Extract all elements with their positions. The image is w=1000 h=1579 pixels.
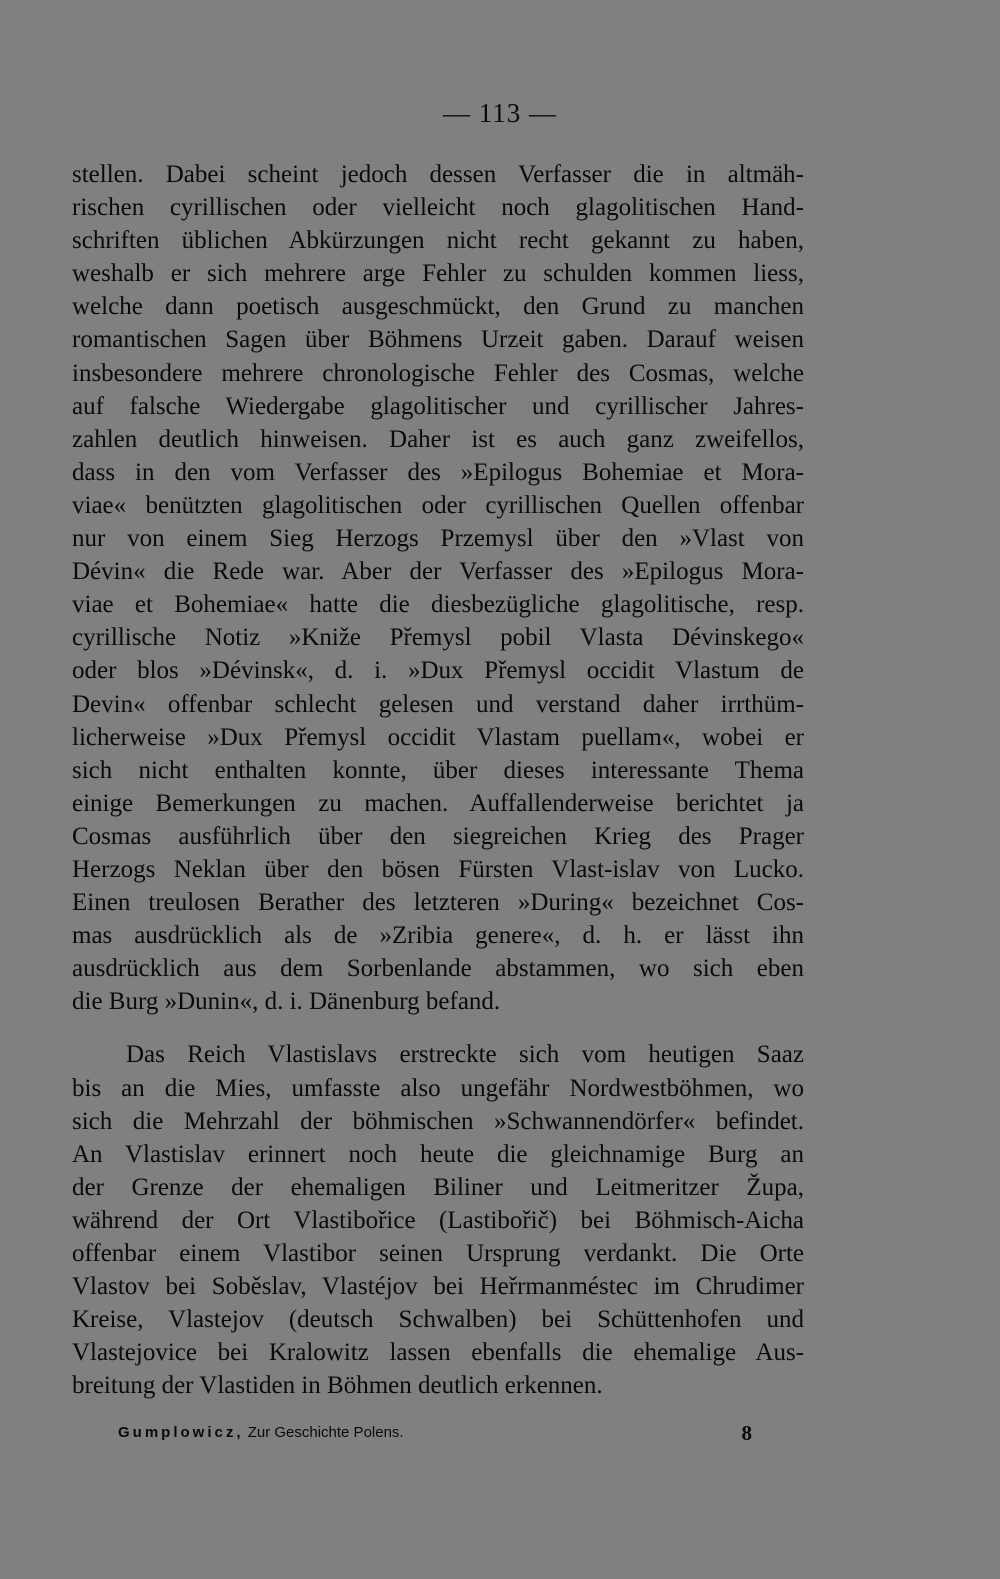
text-line: rischen cyrillischen oder vielleicht noch glagolitischen Hand-: [72, 194, 804, 222]
text-line: viae« benützten glagolitischen oder cyrillischen Quellen offenbar: [72, 491, 804, 519]
text-line: An Vlastislav erinnert noch heute die gleichnamige Burg an: [72, 1140, 804, 1168]
page-number: — 113 —: [443, 98, 557, 128]
text-line: Vlastejovice bei Kralowitz lassen ebenfalls die ehemalige Aus-: [72, 1339, 804, 1367]
text-line: ausdrücklich aus dem Sorbenlande abstammen, wo sich eben: [72, 955, 804, 983]
footer-author: Gumplowicz,: [118, 1424, 244, 1441]
text-line: offenbar einem Vlastibor seinen Ursprung verdankt. Die Orte: [72, 1240, 804, 1267]
text-line: breitung der Vlastiden in Böhmen deutlich erkennen.: [72, 1372, 603, 1400]
text-line: stellen. Dabei scheint jedoch dessen Verfasser die in altmäh-: [72, 161, 804, 188]
text-line: bis an die Mies, umfasste also ungefähr Nordwestböhmen, wo: [72, 1074, 804, 1102]
text-line: dass in den vom Verfasser des »Epilogus Bohemiae et Mora-: [72, 458, 804, 486]
text-line: nur von einem Sieg Herzogs Przemysl über den »Vlast von: [72, 525, 804, 553]
body-text: [72, 158, 804, 1402]
text-line: Kreise, Vlastejov (deutsch Schwalben) bei Schüttenhofen und: [72, 1306, 804, 1334]
text-line: viae et Bohemiae« hatte die diesbezügliche glagolitische, resp.: [72, 591, 804, 619]
paragraph: [72, 158, 804, 1018]
paragraph-gap: [72, 1018, 804, 1038]
page-footer: [118, 1419, 752, 1447]
text-line: weshalb er sich mehrere arge Fehler zu schulden kommen liess,: [72, 260, 804, 288]
text-line: welche dann poetisch ausgeschmückt, den Grund zu manchen: [72, 293, 804, 321]
text-line: zahlen deutlich hinweisen. Daher ist es auch ganz zweifellos,: [72, 425, 804, 453]
text-line: insbesondere mehrere chronologische Fehler des Cosmas, welche: [72, 359, 804, 387]
text-line: der Grenze der ehemaligen Biliner und Leitmeritzer Župa,: [72, 1173, 804, 1201]
text-line: die Burg »Dunin«, d. i. Dänenburg befand.: [72, 988, 501, 1016]
text-line: Cosmas ausführlich über den siegreichen Krieg des Prager: [72, 822, 804, 850]
text-line: Herzogs Neklan über den bösen Fürsten Vlast-islav von Lucko.: [72, 855, 804, 883]
text-line: während der Ort Vlastibořice (Lastibořič) bei Böhmisch-Aicha: [72, 1206, 804, 1234]
text-line: sich nicht enthalten konnte, über dieses interessante Thema: [72, 756, 804, 784]
text-line: romantischen Sagen über Böhmens Urzeit gaben. Darauf weisen: [72, 326, 804, 354]
text-line: Devin« offenbar schlecht gelesen und verstand daher irrthüm-: [72, 690, 804, 718]
text-line: auf falsche Wiedergabe glagolitischer und cyrillischer Jahres-: [72, 392, 804, 420]
text-line: oder blos »Dévinsk«, d. i. »Dux Přemysl occidit Vlastum de: [72, 657, 804, 685]
paragraph: [72, 1038, 804, 1402]
text-line: licherweise »Dux Přemysl occidit Vlastam puellam«, wobei er: [72, 723, 804, 751]
text-line: sich die Mehrzahl der böhmischen »Schwannendörfer« befindet.: [72, 1107, 804, 1135]
footer-title: Zur Geschichte Polens.: [247, 1424, 404, 1441]
text-line: Vlastov bei Soběslav, Vlastéjov bei Heřrmanméstec im Chrudimer: [72, 1273, 804, 1301]
text-line: schriften üblichen Abkürzungen nicht recht gekannt zu haben,: [72, 227, 804, 255]
text-line: einige Bemerkungen zu machen. Auffallenderweise berichtet ja: [72, 789, 804, 817]
text-line: Dévin« die Rede war. Aber der Verfasser des »Epilogus Mora-: [72, 558, 804, 586]
text-line: Einen treulosen Berather des letzteren »During« bezeichnet Cos-: [72, 889, 804, 917]
text-line: cyrillische Notiz »Kniže Přemysl pobil Vlasta Dévinskego«: [72, 624, 804, 652]
text-line: Das Reich Vlastislavs erstreckte sich vom heutigen Saaz: [126, 1041, 804, 1069]
footer-signature-mark: 8: [741, 1421, 752, 1445]
text-line: mas ausdrücklich als de »Zribia genere«, d. h. er lässt ihn: [72, 922, 804, 950]
